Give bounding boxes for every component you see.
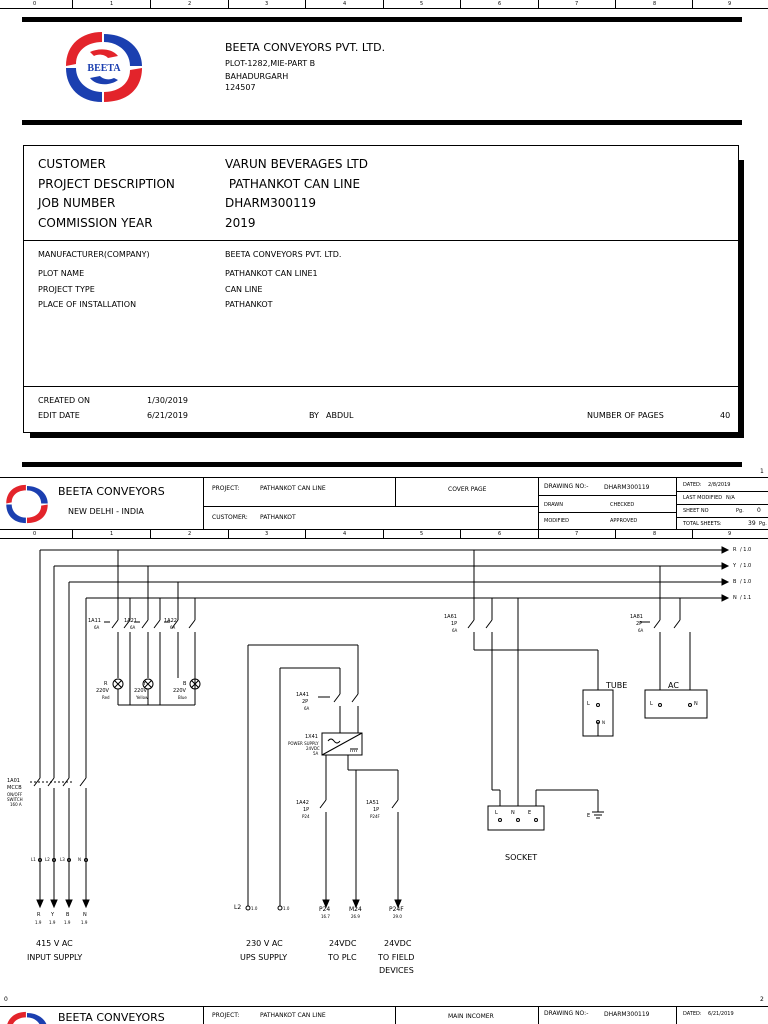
lamp-r-label: R: [104, 681, 108, 687]
ruler-0: 0: [33, 1, 37, 7]
psu-desc-3: 5A: [313, 751, 319, 756]
m24-ref: 26.9: [351, 914, 360, 919]
by-value: ABDUL: [326, 411, 354, 420]
tb-dated-label: DATED:: [683, 482, 702, 488]
tb2-drawing-value: DHARM300119: [604, 1011, 650, 1018]
tb-page-title: COVER PAGE: [448, 486, 487, 493]
cb-1a51-tag: 1A51: [366, 800, 379, 806]
cb-1a61-pole: 1P: [451, 621, 458, 627]
mccb-name: MCCB: [7, 785, 22, 791]
lamp-y-label: Y: [143, 681, 147, 687]
ruler-5: 5: [420, 1, 424, 7]
cb-1a41-tag: 1A41: [296, 692, 309, 698]
cb-1a81-tag: 1A81: [630, 614, 643, 620]
lamp-b-color: Blue: [178, 695, 187, 700]
bus-y-ref: / 1.0: [740, 563, 752, 569]
place-label: PLACE OF INSTALLATION: [38, 300, 137, 309]
company-name: BEETA CONVEYORS PVT. LTD.: [225, 41, 386, 54]
ruler-7: 7: [575, 1, 579, 7]
earth-e: E: [587, 813, 591, 819]
out-r: R: [37, 912, 41, 918]
plot-name-label: PLOT NAME: [38, 269, 85, 278]
ruler-8: 8: [653, 1, 657, 7]
cb-1a61-tag: 1A61: [444, 614, 457, 620]
bus-b-ref: / 1.0: [740, 579, 752, 585]
out-n-ref: 1.9: [81, 920, 88, 925]
p24f-label: P24F: [389, 906, 404, 913]
cb-1a42-pole: 1P: [303, 807, 310, 813]
address-line-1: PLOT-1282,MIE-PART B: [225, 59, 316, 68]
out-y-ref: 1.9: [49, 920, 56, 925]
project-type-label: PROJECT TYPE: [38, 285, 95, 294]
lamp-b-voltage: 220V: [173, 688, 186, 694]
tb-approved: APPROVED: [610, 518, 638, 524]
lamp-r-color: Red: [102, 695, 110, 700]
address-line-2: BAHADURGARH: [225, 72, 289, 81]
supply-plc-line-1: 24VDC: [329, 939, 357, 948]
commission-year-value: 2019: [225, 216, 256, 230]
ruler-7: 7: [575, 531, 579, 537]
supply-field-line-1: 24VDC: [384, 939, 412, 948]
supply-415-line-2: INPUT SUPPLY: [27, 953, 83, 962]
socket-n: N: [511, 810, 515, 816]
psu-desc-2: 24VDC: [306, 746, 320, 751]
p24-ref: 16.7: [321, 914, 330, 919]
m24-label: M24: [349, 906, 362, 913]
p24-label: P24: [319, 906, 331, 913]
tb-company: BEETA CONVEYORS: [58, 485, 165, 498]
created-on-label: CREATED ON: [38, 396, 90, 405]
bus-n-ref: / 1.1: [740, 595, 752, 601]
job-number-value: DHARM300119: [225, 196, 316, 210]
edit-date-value: 6/21/2019: [147, 411, 189, 420]
socket-label: SOCKET: [505, 853, 538, 862]
manufacturer-label: MANUFACTURER(COMPANY): [38, 250, 150, 259]
tb-checked: CHECKED: [610, 502, 635, 508]
by-label: BY: [309, 411, 319, 420]
out-y: Y: [51, 912, 55, 918]
bus-r-label: R: [733, 547, 737, 553]
supply-field-line-2: TO FIELD: [378, 953, 415, 962]
socket-l: L: [495, 810, 498, 816]
mccb-tag: 1A01: [7, 778, 20, 784]
ac-label: AC: [668, 681, 679, 690]
cb-1a42-rating: P24: [302, 814, 310, 819]
tb2-company: BEETA CONVEYORS: [58, 1011, 165, 1024]
terminal-n: N: [78, 857, 81, 862]
cb-1a11-tag: 1A11: [88, 618, 101, 624]
tb-sheet-label: SHEET NO: [683, 508, 709, 514]
lamp-y-voltage: 220V: [134, 688, 147, 694]
tube-l: L: [587, 701, 590, 707]
bus-r-ref: / 1.0: [740, 547, 752, 553]
tb-drawn: DRAWN: [544, 502, 563, 508]
out-b-ref: 1.9: [64, 920, 71, 925]
tb-customer-label: CUSTOMER:: [212, 514, 248, 521]
supply-415-line-1: 415 V AC: [36, 939, 73, 948]
terminal-l1: L1: [31, 857, 36, 862]
tb-total-unit: Pg.: [759, 521, 767, 527]
ruler-9: 9: [728, 531, 732, 537]
job-number-label: JOB NUMBER: [38, 196, 116, 210]
mccb-desc-1: ON/OFF: [7, 792, 23, 797]
commission-year-label: COMMISSION YEAR: [38, 216, 153, 230]
tb2-project-label: PROJECT:: [212, 1012, 240, 1019]
tb-drawing-value: DHARM300119: [604, 484, 650, 491]
cb-1a11-rating: 6A: [94, 625, 100, 630]
tb-modified: MODIFIED: [544, 518, 569, 524]
beeta-logo-small: [3, 1009, 51, 1024]
cb-1a21-rating: 6A: [130, 625, 136, 630]
ruler-8: 8: [653, 531, 657, 537]
tb-last-modified-label: LAST MODIFIED: [683, 495, 723, 501]
lamp-b-label: B: [183, 681, 187, 687]
customer-value: VARUN BEVERAGES LTD: [225, 157, 368, 171]
cb-1a51-rating: P24F: [370, 814, 380, 819]
tb-project-label: PROJECT:: [212, 485, 240, 492]
plot-name-value: PATHANKOT CAN LINE1: [225, 269, 318, 278]
place-value: PATHANKOT: [225, 300, 273, 309]
cb-1a22-tag: 1A22: [164, 618, 177, 624]
tube-label: TUBE: [606, 681, 628, 690]
customer-label: CUSTOMER: [38, 157, 106, 171]
ruler-2: 2: [188, 531, 192, 537]
cb-1a22-rating: 6A: [170, 625, 176, 630]
ruler-3: 3: [265, 531, 269, 537]
ac-l: L: [650, 701, 653, 707]
tb-last-modified-value: N/A: [726, 495, 735, 501]
mccb-desc-3: 160 A: [10, 802, 22, 807]
supply-field-line-3: DEVICES: [379, 966, 414, 975]
ruler-4: 4: [343, 1, 347, 7]
project-description-value: PATHANKOT CAN LINE: [225, 177, 361, 191]
cb-1a21-tag: 1A21: [124, 618, 137, 624]
supply-plc-line-2: TO PLC: [328, 953, 357, 962]
mccb-desc-2: SWITCH: [7, 797, 23, 802]
socket-e: E: [528, 810, 532, 816]
logo-text: BEETA: [87, 63, 121, 74]
tb-dated-value: 2/8/2019: [708, 482, 731, 488]
tb2-dated-value: 6/21/2019: [708, 1011, 734, 1017]
cb-1a81-pole: 2P: [636, 621, 643, 627]
tube-n: N: [602, 720, 605, 725]
number-of-pages-value: 40: [720, 411, 731, 420]
tb2-dated-label: DATED:: [683, 1011, 702, 1017]
title-block-2: [0, 1006, 768, 1024]
ac-n: N: [694, 701, 698, 707]
ruler-2: 2: [188, 1, 192, 7]
address-line-3: 124507: [225, 83, 256, 92]
tb-total-value: 39: [748, 520, 756, 527]
cb-1a41-pole: 2P: [302, 699, 309, 705]
project-type-value: CAN LINE: [225, 285, 263, 294]
ups-terminal-2: 1.0: [283, 906, 290, 911]
tb-customer-value: PATHANKOT: [260, 514, 296, 521]
bus-n-label: N: [733, 595, 737, 601]
ruler-6: 6: [498, 531, 502, 537]
terminal-l3: L3: [60, 857, 65, 862]
out-b: B: [66, 912, 70, 918]
cb-1a61-rating: 6A: [452, 628, 458, 633]
tb2-drawing-label: DRAWING NO:-: [544, 1010, 589, 1017]
bus-y-label: Y: [733, 563, 737, 569]
number-of-pages-label: NUMBER OF PAGES: [587, 411, 664, 420]
cb-1a51-pole: 1P: [373, 807, 380, 813]
manufacturer-value: BEETA CONVEYORS PVT. LTD.: [225, 250, 342, 259]
out-r-ref: 1.9: [35, 920, 42, 925]
tb-total-label: TOTAL SHEETS:: [683, 521, 722, 527]
supply-230-line-2: UPS SUPPLY: [240, 953, 288, 962]
ruler-0: 0: [33, 531, 37, 537]
out-n: N: [83, 912, 87, 918]
project-description-label: PROJECT DESCRIPTION: [38, 177, 175, 191]
ruler-1: 1: [110, 1, 114, 7]
bus-b-label: B: [733, 579, 737, 585]
supply-230-line-1: 230 V AC: [246, 939, 283, 948]
created-on-value: 1/30/2019: [147, 396, 189, 405]
lamp-r-voltage: 220V: [96, 688, 109, 694]
tb-sheet-unit: Pg.: [736, 508, 744, 514]
tb2-project-value: PATHANKOT CAN LINE: [260, 1012, 326, 1019]
psu-tag: 1X41: [305, 734, 318, 740]
tb-sheet-value: 0: [757, 507, 761, 514]
terminal-l2: L2: [45, 857, 50, 862]
tb-project-value: PATHANKOT CAN LINE: [260, 485, 326, 492]
tb-drawing-label: DRAWING NO:-: [544, 483, 589, 490]
ups-terminal-1: 1.0: [251, 906, 258, 911]
ruler-1: 1: [110, 531, 114, 537]
psu-desc-1: POWER SUPPLY: [288, 741, 319, 746]
ups-l2-label: L2: [234, 904, 242, 911]
ruler-5: 5: [420, 531, 424, 537]
tb-location: NEW DELHI - INDIA: [68, 507, 144, 516]
p24f-ref: 29.0: [393, 914, 402, 919]
ruler-6: 6: [498, 1, 502, 7]
page-marker-0: 0: [4, 996, 8, 1003]
lamp-y-color: Yellow: [136, 695, 149, 700]
ruler-4: 4: [343, 531, 347, 537]
page-number-2: 2: [760, 996, 764, 1003]
cb-1a81-rating: 6A: [638, 628, 644, 633]
page-number: 1: [760, 468, 764, 475]
cb-1a41-rating: 6A: [304, 706, 310, 711]
edit-date-label: EDIT DATE: [38, 411, 80, 420]
cb-1a42-tag: 1A42: [296, 800, 309, 806]
tb2-page-title: MAIN INCOMER: [448, 1013, 494, 1020]
ruler-9: 9: [728, 1, 732, 7]
ruler-3: 3: [265, 1, 269, 7]
